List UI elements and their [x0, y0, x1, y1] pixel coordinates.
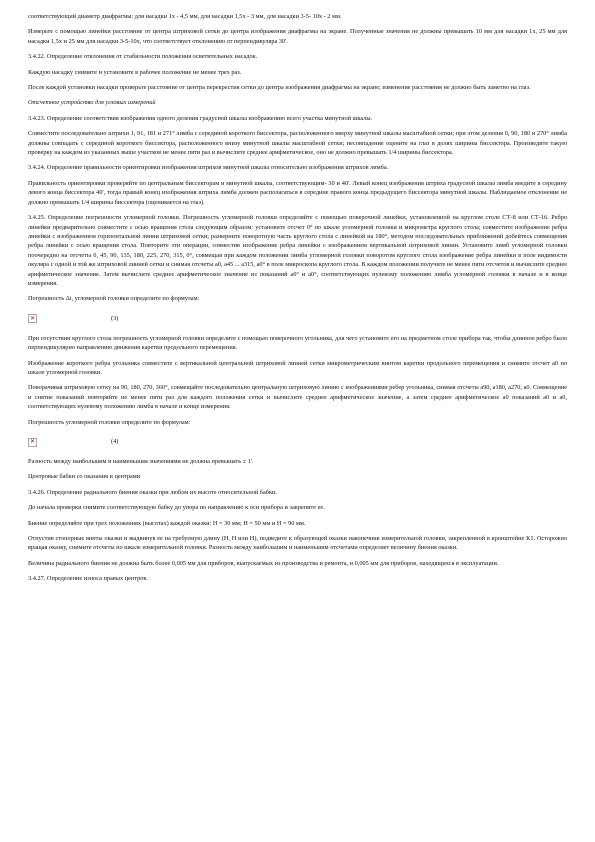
paragraph-formula-intro-2: Погрешность угломерной головки определите по формулам:	[28, 418, 191, 426]
paragraph-error-formula-intro: Погрешность Δi, угломерной головки определите по формулам:	[28, 295, 200, 303]
paragraph-orientation-check: Правильность ориентировки проверяйте по центральным биссекторам и минутной шкалы, соответствующим- 30 и 40'. Левый конец изображения штриха градусной шкалы лимба введите в середину левого конца биссектора 40', тогда правый конец изображения штриха лимба должен располагаться в середине правого конца предыдущего биссектора минутной шкалы. Наблюдаемое отклонение не должно превышать 1/4 ширины биссектора (оценивается на глаз).	[28, 179, 567, 206]
section-heading-3-4-24: 3.4.24. Определение правильности ориентировки изображения штрихов минутной шкалы относительно изображения штрихов лимба.	[28, 164, 389, 172]
paragraph-install-nozzle: Каждую насадку снимите и установите в рабочее положение не менее трех раз.	[28, 68, 242, 76]
subsection-title-centers: Центровые бабки со оказания и центрами	[28, 473, 141, 481]
paragraph-runout-limit: Величина радиального биения не должна быть более 0,005 мм для приборов, выпускаемых из производства и ремонта, и 0,005 мм для приборов, находящихся в эксплуатации.	[28, 559, 499, 567]
paragraph-before-check: До начала проверки снимите соответствующую бабку до упора по направлению к оси прибора и закрепите ее.	[28, 504, 325, 512]
formula-number: (4)	[111, 438, 119, 446]
paragraph-difference-limit: Разность между наибольшим и наименьшим значениями не должна превышать ± 1'.	[28, 458, 254, 465]
paragraph-rotate-grid: Поворачивая штриховую сетку на 90, 180, 270, 360°, совмещайте последовательно центральную штриховую линию с изображениями ребер угольника, снимая отсчеты а90, а180, а270, а0. Совмещение и снятие показаний повторяйте не менее пяти раз для каждого положения сетки и вычислите среднее арифметическое значение, а затем среднее арифметическое а0 показаний а0 и а0, соответствующих нулевому положению лимба в начале и конце измерения.	[28, 384, 567, 411]
section-heading-3-4-22: 3.4.22. Определение отклонения от стабильности положения осветительных насадок.	[28, 53, 258, 61]
paragraph-short-edge: Изображение короткого ребра угольника совместите с вертикальной центральной штриховой линией сетки микрометрическим винтом каретки продольного перемещения и снимите отсчет а0 по шкале угломерной головки.	[28, 359, 567, 376]
paragraph-align-strokes: Совместите последовательно штрихи 1, 91, 181 и 271° лимба с серединой короткого биссектора, расположенного вверху минутной шкалы масштабной сетки; при этом деления 0, 90, 180 и 270° лимба должны совпадать с серединой короткого биссектора, расположенного внизу минутной шкалы масштабной сетки; несовпадение оцените на глаз в долях ширины биссектора. Произведите такую проверку на каждом из указанных выше участков не менее пяти раз и вычислите среднее арифметическое, оно не должно превышать 1/4 ширины биссектора.	[28, 130, 567, 157]
paragraph-check-distance: После каждой установки насадки проверьте расстояние от центра перекрестия сетки до центра изображения диафрагмы на экране; изменение расстояния не должно быть заметно на глаз.	[28, 84, 531, 92]
formula-3	[28, 310, 567, 328]
paragraph-diaphragm-diameter: соответствующий диаметр диафрагмы: для насадки 1х - 4,5 мм, для насадки 1,5х - 3 мм, для насадки 3-5- 10х - 2 мм.	[28, 13, 342, 20]
section-heading-3-4-26: 3.4.26. Определение радиального биения оказки при любом их высоте относительной бабки.	[28, 488, 278, 496]
formula-4	[28, 433, 567, 451]
formula-number: (3)	[111, 315, 119, 323]
section-heading-3-4-27: 3.4.27. Определение износа правых центров.	[28, 575, 148, 583]
section-heading-3-4-23: 3.4.23. Определение соответствия изображения одного деления градусной шкалы изображению всего участка минутной шкалы.	[28, 114, 373, 122]
paragraph-measuring-head: Отпустив стопорные винты оказки и выдвинув ее на требуемую длину (Н, Н или Н), подведите к образующей оказки наконечник измерительной головки, закрепленной в кронштейне К1. Осторожно вращая оказку, снимите отсчеты по шкале измерительной головки. Разность между наибольшим и наименьшим отсчетами определяет величину биения оказки.	[28, 535, 567, 552]
paragraph-measure-distance: Измерьте с помощью линейки расстояние от центра штриховой сетки до центра изображения диафрагмы на экране. Полученные значения не должны превышать 10 мм для насадки 1х, 25 мм для насадки 1,5х и 25 мм для насадки 3-5-10х, что соответствует отклонению от перпендикуляра 30'.	[28, 28, 567, 45]
broken-image-icon: ✕	[29, 314, 36, 322]
paragraph-three-heights: Биение определяйте при трех положениях (высотах) каждой оказки: Н = 30 мм; Н = 50 мм и Н = 90 мм.	[28, 519, 306, 527]
subsection-title-angular-device: Отсчетное устройство для угловых измерений	[28, 99, 156, 107]
paragraph-no-round-table: При отсутствии круглого стола погрешность угломерной головки определите с помощью поверочного угольника, для чего установите его на предметном столе прибора так, чтобы длинное ребро было перпендикулярно направлению движения каретки продольного перемещения.	[28, 334, 567, 352]
broken-image-icon: ✕	[29, 438, 36, 445]
paragraph-3-4-25-error: 3.4.25. Определение погрешности угломерной головки. Погрешность угломерной головки определяйте с помощью поверочной линейки, установленной на круглом столе СТ-8 или СТ-16. Ребро линейки предварительно совместите с осью вращения стола следующим образом: установите отсчет 0° по шкале угломерной головки и микрометра круглого стола; совместите изображение ребра линейки с изображением горизонтальной линии штриховой сетки; разверните поворотную часть круглого стола с линейкой на 180°, методом последовательных приближений добейтесь совмещения ребра линейки с осью вращения стола. Повторите эти операции, совместив изображение ребра линейки с изображением вертикальной штриховой линии. Установите лимб угломерной головки поочередно на отсчеты 0, 45, 90, 135, 180, 225, 270, 315, 0°, совмещая при каждом положении лимба угломерной головки поворотом круглого стола изображение ребра линейки в поле видимости окуляра с одной и той же штриховой линией сетки и снимая отсчеты а0, а45 ... а315, а0° в поле микроскопа круглого стола. В каждом положении получите не менее пяти отсчетов и вычислите среднее арифметическое значение. Затем вычислите среднее арифметическое значение из показаний а0° и а0°, соответствующих нулевому положению лимба угломерной головки в начале и в конце измерения.	[28, 214, 567, 287]
